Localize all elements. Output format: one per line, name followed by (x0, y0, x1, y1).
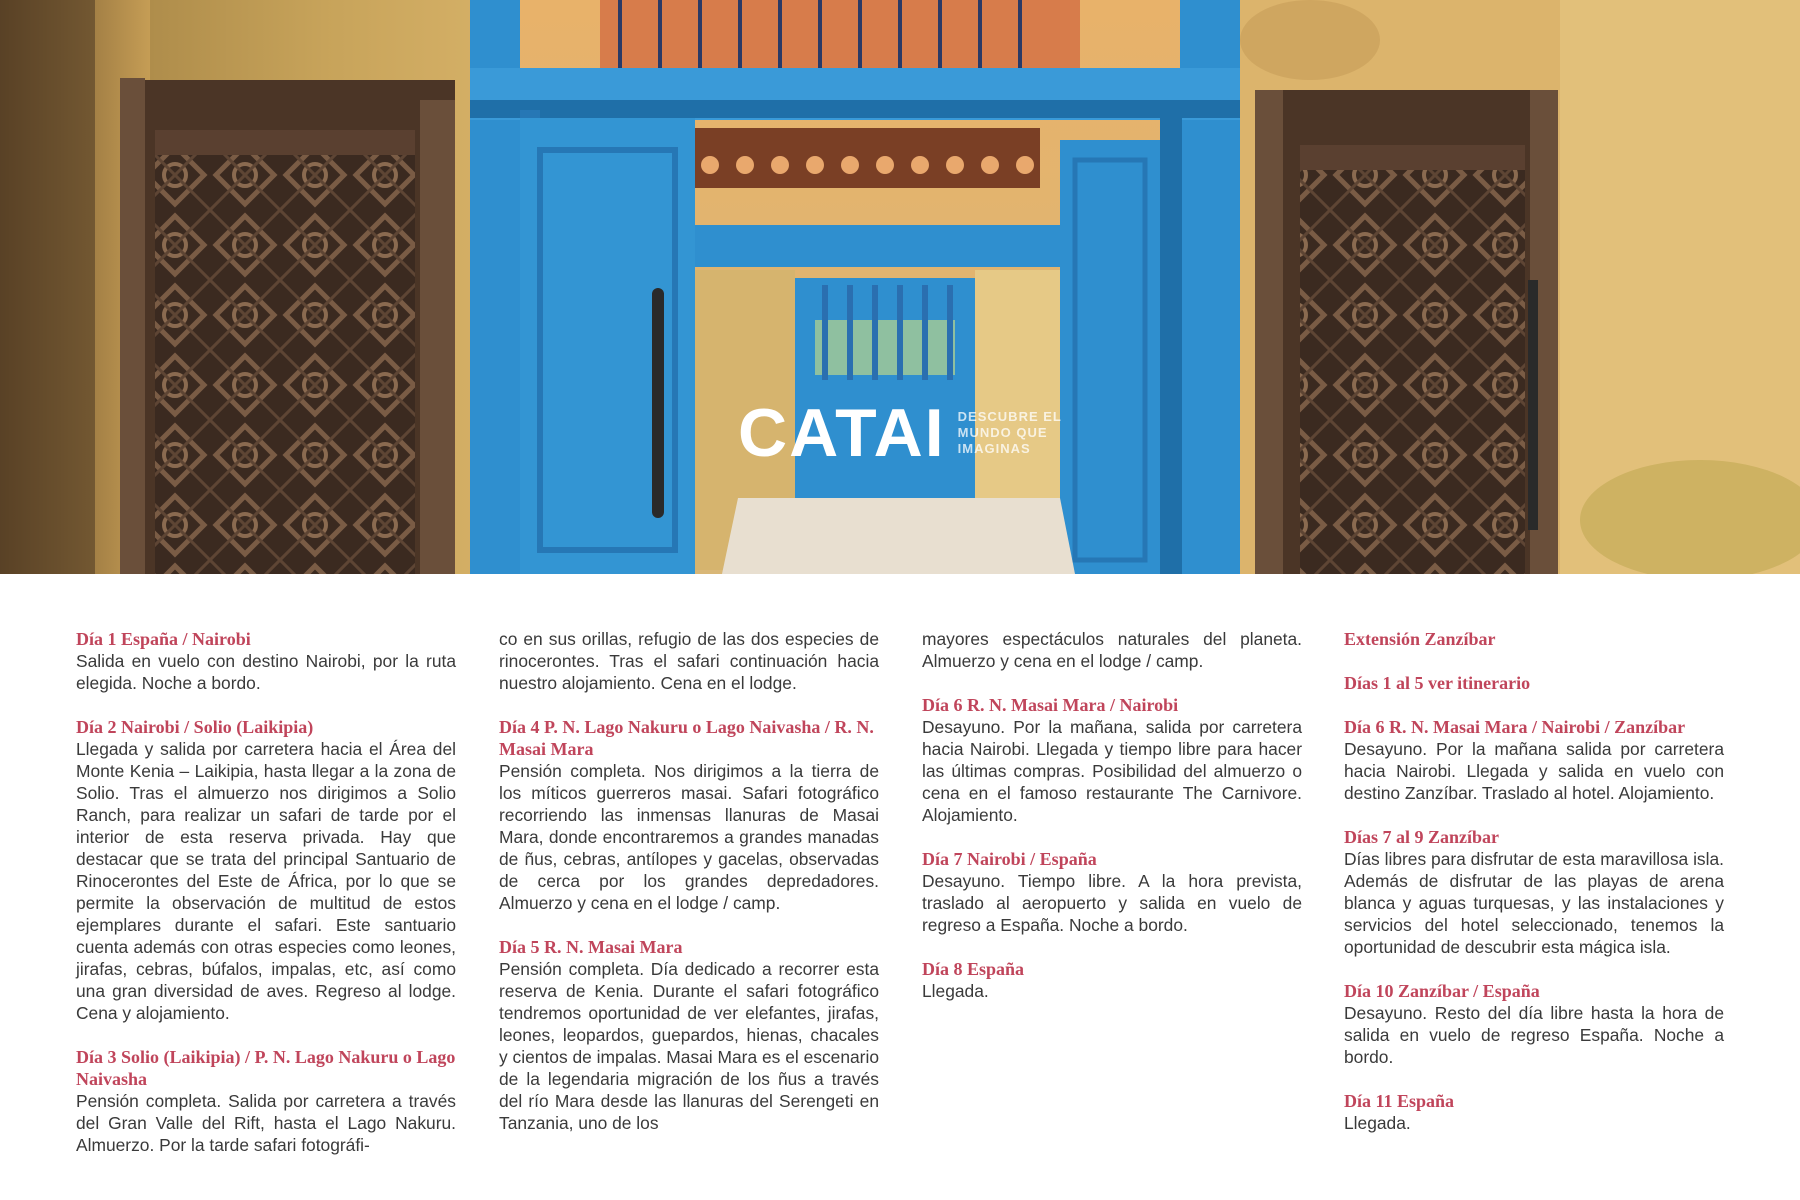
itinerary-day (1344, 1090, 1724, 1134)
day-heading: Días 7 al 9 Zanzíbar (1344, 827, 1500, 847)
itinerary-columns (76, 628, 1724, 1188)
continued-text: mayores espectáculos naturales del planeta. Almuerzo y cena en el lodge / camp. (922, 629, 1302, 671)
tagline-line: IMAGINAS (957, 441, 1031, 456)
itinerary-day (922, 694, 1302, 826)
day-description: Pensión completa. Día dedicado a recorrer esta reserva de Kenia. Durante el safari fotográfico tendremos oportunidad de ver elefantes, jirafas, leones, leopardos, guepardos, hienas, chacales y cientos de impalas. Masai Mara es el escenario de la legendaria migración de los ñus a través del río Mara desde las llanuras del Serengeti en Tanzania, uno de los (499, 959, 879, 1133)
day-description: Desayuno. Por la mañana, salida por carretera hacia Nairobi. Llegada y tiempo libre para hacer las últimas compras. Posibilidad del almuerzo o cena en el famoso restaurante The Carnivore. Alojamiento. (922, 717, 1302, 825)
day-description: Desayuno. Tiempo libre. A la hora prevista, traslado al aeropuerto y salida en vuelo de regreso a España. Noche a bordo. (922, 871, 1302, 935)
itinerary-column-1 (76, 628, 456, 1178)
logo-tagline (958, 409, 1062, 457)
day-heading: Día 5 R. N. Masai Mara (499, 937, 683, 957)
day-description: Desayuno. Resto del día libre hasta la hora de salida en vuelo de regreso España. Noche a bordo. (1344, 1003, 1724, 1067)
itinerary-day (499, 936, 879, 1134)
itinerary-day (76, 716, 456, 1024)
extension-title: Extensión Zanzíbar (1344, 629, 1496, 649)
tagline-line: DESCUBRE EL (957, 409, 1062, 424)
extension-heading-block (1344, 628, 1724, 650)
day-description: Llegada y salida por carretera hacia el Área del Monte Kenia – Laikipia, hasta llegar a la zona de Solio. Tras el almuerzo nos dirigimos a Solio Ranch, para realizar un safari de tarde por el interior de esta reserva privada. Hay que destacar que se trata del principal Santuario de Rinocerontes del Este de África, por lo que se permite la observación de multitud de estos ejemplares durante el safari. Este santuario cuenta además con otras especies como leones, jirafas, cebras, búfalos, impalas, etc, así como una gran diversidad de aves. Regreso al lodge. Cena y alojamiento. (76, 739, 456, 1023)
day-description: Llegada. (1344, 1113, 1411, 1133)
day-description: Llegada. (922, 981, 989, 1001)
day-heading: Día 7 Nairobi / España (922, 849, 1097, 869)
itinerary-day (499, 716, 879, 914)
day-description: Desayuno. Por la mañana salida por carretera hacia Nairobi. Llegada y salida en vuelo con destino Zanzíbar. Traslado al hotel. Alojamiento. (1344, 739, 1724, 803)
day-heading: Día 8 España (922, 959, 1025, 979)
continued-text: co en sus orillas, refugio de las dos especies de rinocerontes. Tras el safari continuación hacia nuestro alojamiento. Cena en el lodge. (499, 629, 879, 693)
day-description: Pensión completa. Nos dirigimos a la tierra de los míticos guerreros masai. Safari fotográfico recorriendo las inmensas llanuras de Masai Mara, donde encontraremos a grandes manadas de ñus, cebras, antílopes y gacelas, observadas de cerca por los grandes depredadores. Almuerzo y cena en el lodge / camp. (499, 761, 879, 913)
itinerary-day (922, 848, 1302, 936)
day-heading: Día 3 Solio (Laikipia) / P. N. Lago Nakuru o Lago Naivasha (76, 1047, 456, 1089)
itinerary-column-3 (922, 628, 1302, 1024)
day-heading: Días 1 al 5 ver itinerario (1344, 673, 1531, 693)
logo-wordmark: CATAI (738, 395, 946, 471)
day-heading: Día 6 R. N. Masai Mara / Nairobi (922, 695, 1179, 715)
itinerary-column-2 (499, 628, 879, 1156)
catai-logo (738, 395, 1062, 471)
itinerary-day (76, 628, 456, 694)
doorway-illustration (0, 0, 1800, 574)
day-heading: Día 2 Nairobi / Solio (Laikipia) (76, 717, 314, 737)
tagline-line: MUNDO QUE (957, 425, 1048, 440)
itinerary-day (1344, 672, 1724, 694)
itinerary-day (1344, 980, 1724, 1068)
day-heading: Día 6 R. N. Masai Mara / Nairobi / Zanzíbar (1344, 717, 1686, 737)
day-description: Salida en vuelo con destino Nairobi, por la ruta elegida. Noche a bordo. (76, 651, 456, 693)
itinerary-column-4 (1344, 628, 1724, 1156)
day-description: Días libres para disfrutar de esta maravillosa isla. Además de disfrutar de las playas de arena blanca y aguas turquesas, y las instalaciones y servicios del hotel seleccionado, tenemos la oportunidad de descubrir esta mágica isla. (1344, 849, 1724, 957)
day-description: Pensión completa. Salida por carretera a través del Gran Valle del Rift, hasta el Lago Nakuru. Almuerzo. Por la tarde safari fotográfi- (76, 1091, 456, 1155)
day-heading: Día 10 Zanzíbar / España (1344, 981, 1540, 1001)
hero-photo (0, 0, 1800, 574)
itinerary-day (76, 1046, 456, 1156)
itinerary-day (1344, 826, 1724, 958)
day-heading: Día 4 P. N. Lago Nakuru o Lago Naivasha / R. N. Masai Mara (499, 717, 874, 759)
day-heading: Día 1 España / Nairobi (76, 629, 251, 649)
itinerary-day (922, 958, 1302, 1002)
itinerary-day (1344, 716, 1724, 804)
day-heading: Día 11 España (1344, 1091, 1455, 1111)
